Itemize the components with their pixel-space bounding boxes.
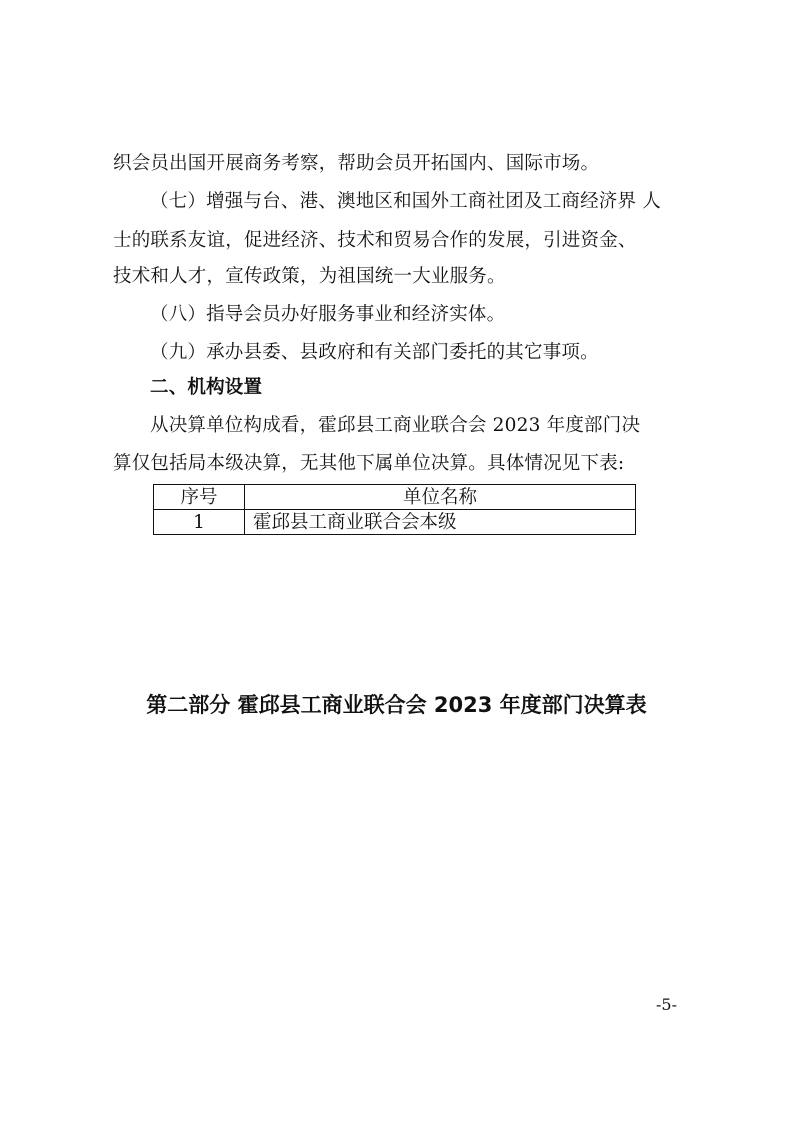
header-unit-name: 单位名称 — [245, 485, 636, 510]
cell-unit-name: 霍邱县工商业联合会本级 — [245, 510, 636, 535]
section-heading-structure: 二、机构设置 — [150, 377, 263, 398]
body-line-4: 技术和人才，宣传政策，为祖国统一大业服务。 — [113, 266, 506, 287]
cell-serial-no: 1 — [154, 510, 245, 535]
units-table — [153, 484, 636, 535]
body-line-7: 从决算单位构成看，霍邱县工商业联合会 2023 年度部门决 — [150, 415, 641, 436]
page-number: -5- — [656, 995, 677, 1014]
table-row — [154, 510, 636, 535]
table-header-row — [154, 485, 636, 510]
body-line-6: （九）承办县委、县政府和有关部门委托的其它事项。 — [150, 342, 599, 363]
body-line-3: 士的联系友谊，促进经济、技术和贸易合作的发展，引进资金、 — [113, 230, 637, 251]
header-serial-no: 序号 — [154, 485, 245, 510]
body-line-1: 织会员出国开展商务考察，帮助会员开拓国内、国际市场。 — [113, 153, 600, 174]
part-two-title: 第二部分 霍邱县工商业联合会 2023 年度部门决算表 — [146, 693, 647, 717]
body-line-8: 算仅包括局本级决算，无其他下属单位决算。具体情况见下表: — [113, 453, 625, 474]
body-line-5: （八）指导会员办好服务事业和经济实体。 — [150, 304, 506, 325]
body-line-2: （七）增强与台、港、澳地区和国外工商社团及工商经济界 人 — [150, 191, 661, 212]
